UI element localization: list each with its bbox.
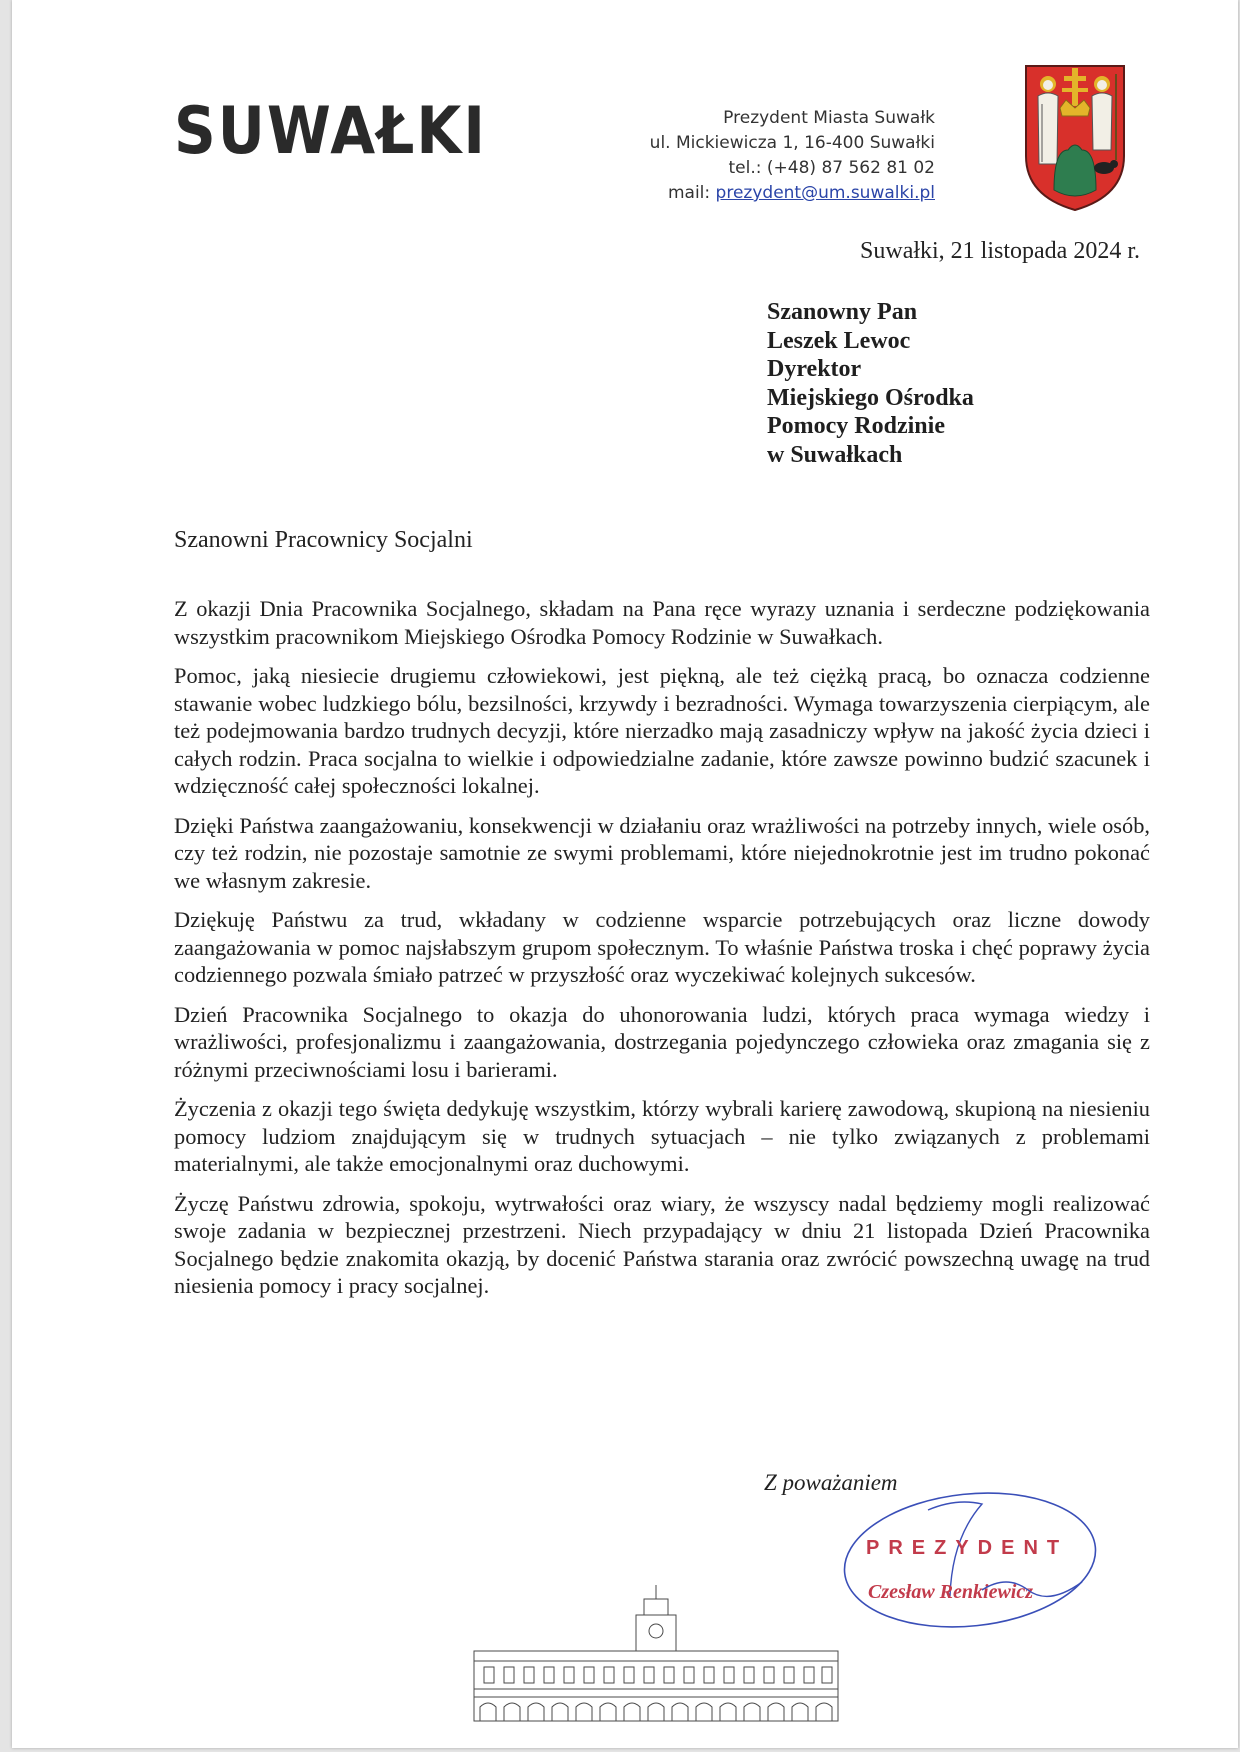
body-paragraph: Dzięki Państwa zaangażowaniu, konsekwencji w działaniu oraz wrażliwości na potrzeby innych, wiele osób, czy też rodzin, nie pozostaje samotnie ze swymi problemami, które niejednokrotnie jest im trudno pokonać we własnym zakresie.: [174, 812, 1150, 893]
recipient-line: Leszek Lewoc: [767, 327, 911, 354]
city-logo: SUWAŁKI: [174, 92, 487, 169]
body-paragraph: Pomoc, jaką niesiecie drugiemu człowiekowi, jest piękną, ale też ciężką pracą, bo oznacza codzienne stawanie wobec ludzkiego bólu, bezsilności, krzywdy i bezradności. Wymaga towarzyszenia cierpiącym, ale też podejmowania bardzo trudnych decyzji, które nierzadko mają zasadniczy wpływ na jakość życia dzieci i całych rodzin. Praca socjalna to wielkie i odpowiedzialne zadanie, które zawsze powinno budzić szacunek i wdzięczność całej społeczności lokalnej.: [174, 663, 1150, 798]
office-name: Prezydent Miasta Suwałk: [723, 108, 935, 128]
stamp-name: Czesław Renkiewicz: [868, 1581, 1034, 1603]
letter-page: [12, 0, 1238, 1748]
closing-phrase: Z poważaniem: [764, 1470, 898, 1495]
office-mail: [650, 181, 935, 206]
signature-stamp: [832, 1478, 1102, 1638]
letter-date: Suwałki, 21 listopada 2024 r.: [860, 238, 1140, 264]
body-paragraph: Życzenia z okazji tego święta dedykuję wszystkim, którzy wybrali karierę zawodową, skupioną na niesieniu pomocy ludziom znajdującym się w trudnych sytuacjach – nie tylko związanych z problemami materialnymi, ale także emocjonalnymi oraz duchowymi.: [174, 1096, 1150, 1176]
body-paragraph: Życzę Państwu zdrowia, spokoju, wytrwałości oraz wiary, że wszyscy nadal będziemy mogli realizować swoje zadania w bezpiecznej przestrzeni. Niech przypadający w dniu 21 listopada Dzień Pracownika Socjalnego będzie znakomita okazją, by docenić Państwa starania oraz zwrócić powszechną uwagę na trud niesienia pomocy i pracy socjalnej.: [174, 1190, 1150, 1298]
recipient-block: [767, 298, 974, 470]
salutation: Szanowni Pracownicy Socjalni: [174, 527, 473, 553]
body-paragraph: Dzień Pracownika Socjalnego to okazja do uhonorowania ludzi, których praca wymaga wiedzy i wrażliwości, profesjonalizmu i zaangażowania, dostrzegania pojedynczego człowieka oraz zmagania się z różnymi przeciwnościami losu i barierami.: [174, 1001, 1150, 1082]
recipient-line: w Suwałkach: [767, 441, 903, 468]
recipient-line: Szanowny Pan: [767, 299, 918, 325]
town-hall-drawing-icon: [470, 1585, 842, 1725]
recipient-line: Miejskiego Ośrodka: [767, 384, 974, 411]
body-paragraph: Z okazji Dnia Pracownika Socjalnego, składam na Pana ręce wyrazy uznania i serdeczne podziękowania wszystkim pracownikom Miejskiego Ośrodka Pomocy Rodzinie w Suwałkach.: [174, 596, 1150, 649]
email-link[interactable]: prezydent@um.suwalki.pl: [715, 183, 935, 203]
body-paragraph: Dziękuję Państwu za trud, wkładany w codzienne wsparcie potrzebujących oraz liczne dowody zaangażowania w pomoc najsłabszym grupom społecznym. To właśnie Państwa troska i chęć poprawy życia codziennego pozwala śmiało patrzeć w przyszłość oraz wyczekiwać kolejnych sukcesów.: [174, 907, 1150, 987]
office-address: ul. Mickiewicza 1, 16-400 Suwałki: [649, 133, 935, 153]
recipient-line: Pomocy Rodzinie: [767, 413, 945, 440]
office-phone: tel.: (+48) 87 562 81 02: [728, 158, 935, 178]
recipient-line: Dyrektor: [767, 356, 862, 383]
letter-body: [174, 595, 1150, 1312]
coat-of-arms-icon: [1024, 64, 1126, 212]
mail-label: mail:: [667, 183, 716, 203]
contact-block: [650, 106, 935, 206]
stamp-title: PREZYDENT: [866, 1537, 1069, 1559]
